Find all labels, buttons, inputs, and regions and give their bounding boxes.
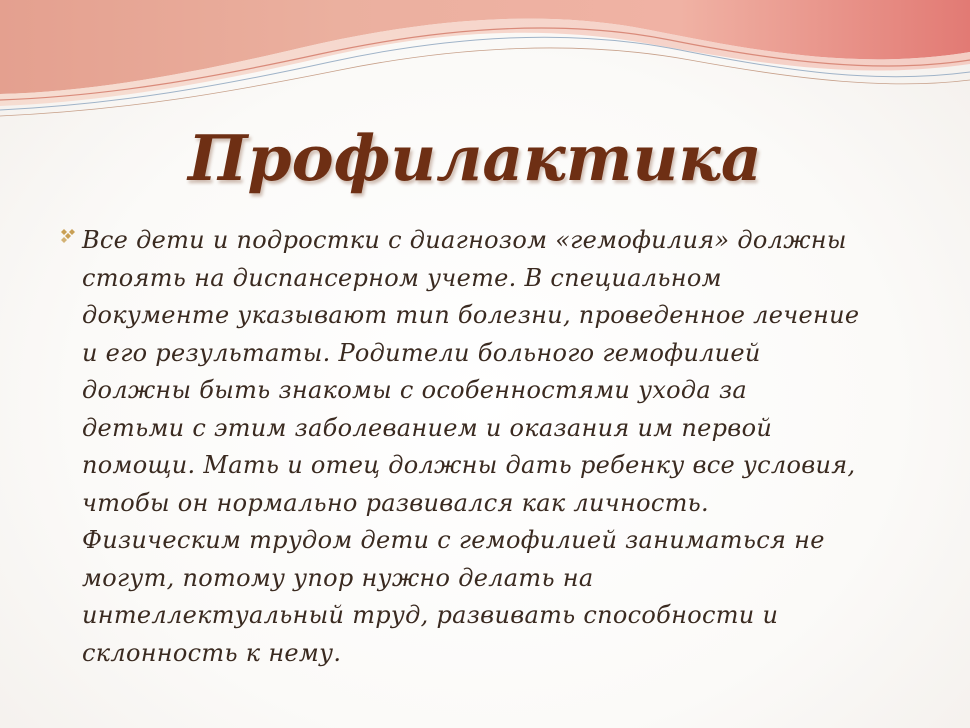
- paragraph-line: и его результаты. Родители больного гемофилией: [82, 338, 761, 367]
- paragraph-line: детьми с этим заболеванием и оказания им первой: [82, 413, 773, 442]
- paragraph-line: интеллектуальный труд, развивать способности и: [82, 601, 779, 629]
- paragraph-line: склонность к нему.: [82, 638, 342, 667]
- paragraph-line: Все дети и подростки с диагнозом «гемофилия» должны: [82, 226, 847, 254]
- paragraph-line: могут, потому упор нужно делать на: [82, 563, 594, 592]
- paragraph-line: должны быть знакомы с особенностями ухода за: [82, 376, 747, 404]
- diamond-bullet-icon: [58, 228, 78, 244]
- paragraph-line: Физическим трудом дети с гемофилией заниматься не: [82, 526, 825, 554]
- paragraph-line: стоять на диспансерном учете. В специальном: [82, 263, 722, 292]
- paragraph-line: чтобы он нормально развивался как личность.: [82, 488, 709, 517]
- body-paragraph: [82, 222, 952, 672]
- paragraph-line: документе указывают тип болезни, проведенное лечение: [82, 301, 860, 329]
- slide-title: Профилактика: [188, 121, 762, 195]
- paragraph-line: помощи. Мать и отец должны дать ребенку все условия,: [82, 451, 856, 479]
